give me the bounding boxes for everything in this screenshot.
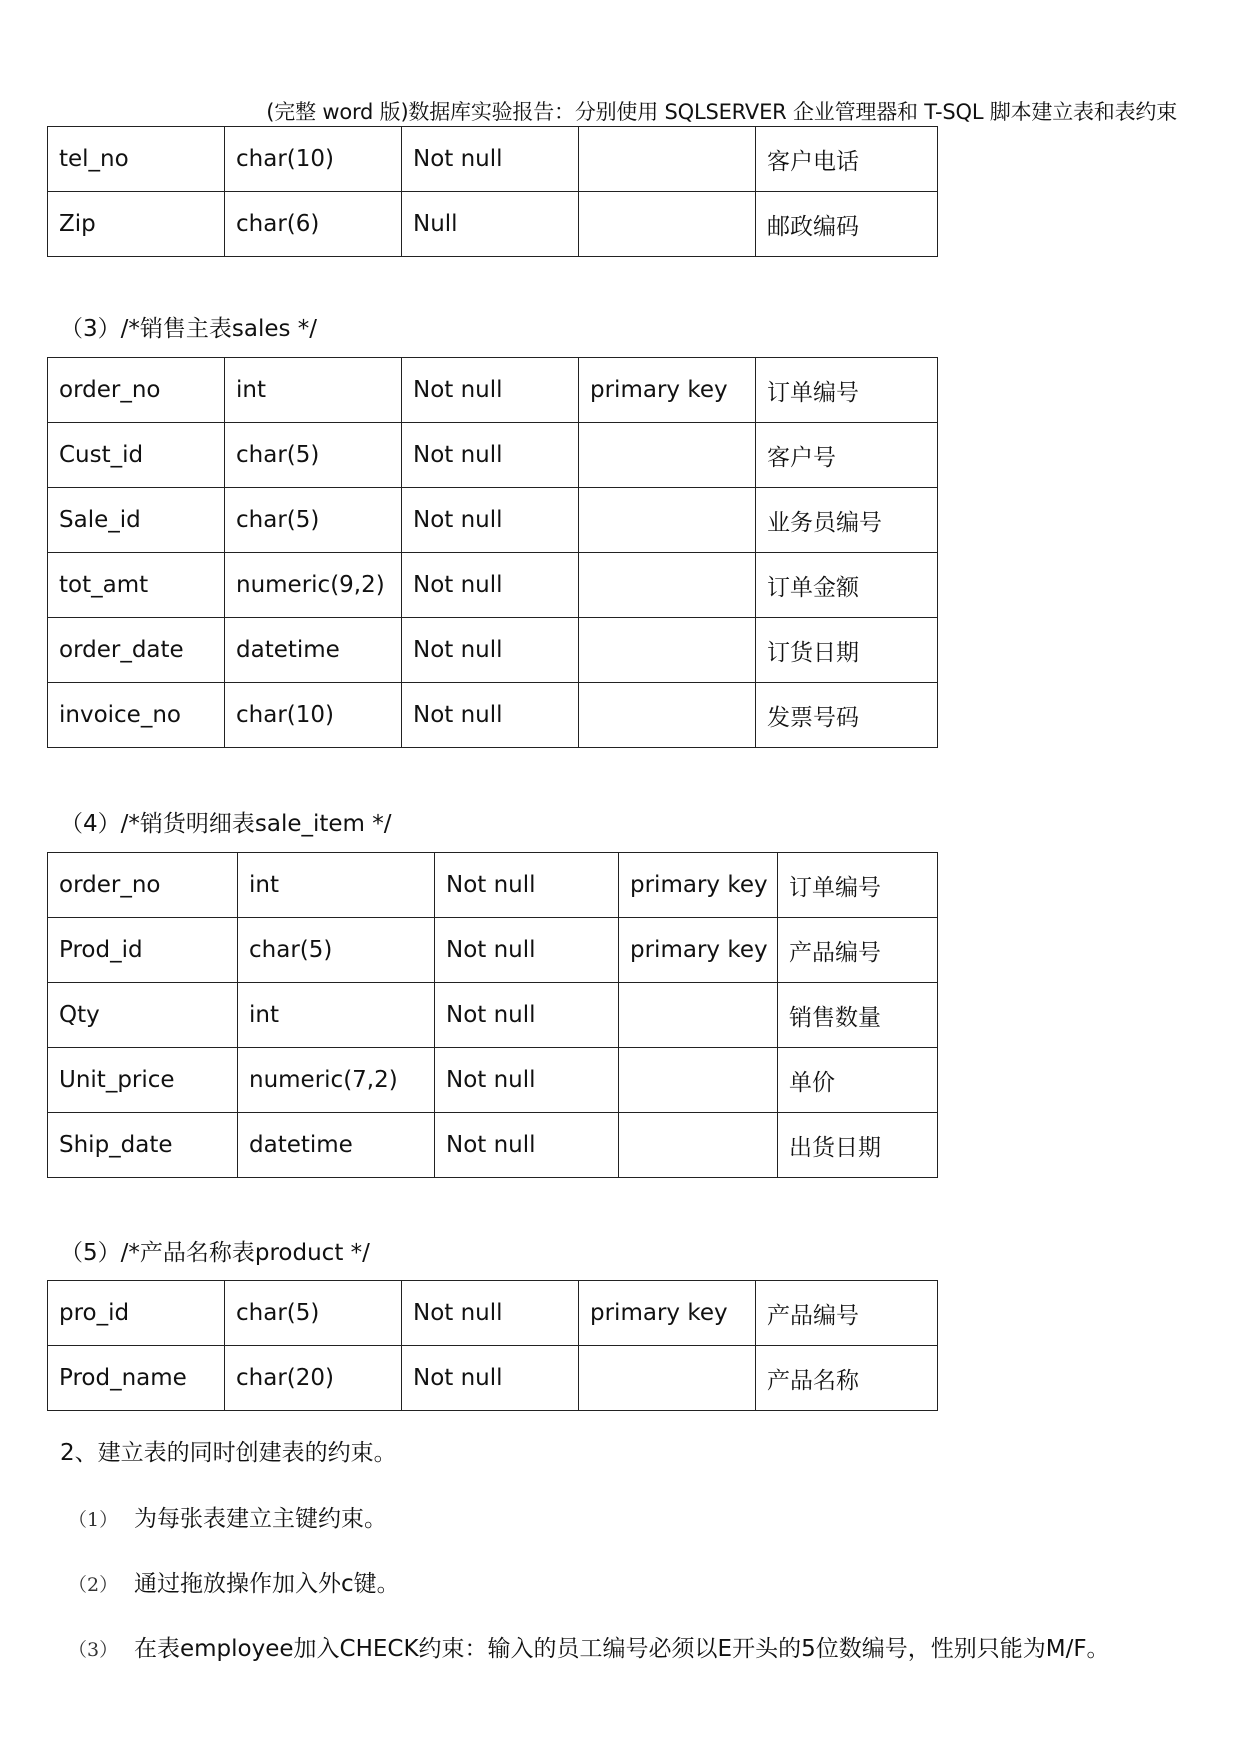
key-cell: [579, 553, 756, 618]
table-row: [48, 1281, 938, 1346]
sale-item-table: [47, 852, 938, 1178]
description-cell: 订单金额: [756, 553, 938, 618]
nullability-cell: Not null: [402, 1346, 579, 1411]
key-cell: [579, 488, 756, 553]
item-text: 在表employee加入CHECK约束：输入的员工编号必须以E开头的5位数编号，性别只能为M/F。: [134, 1636, 1110, 1662]
description-cell: 邮政编码: [756, 192, 938, 257]
product-table: [47, 1280, 938, 1411]
key-cell: primary key: [579, 358, 756, 423]
data-type-cell: numeric(9,2): [225, 553, 402, 618]
key-cell: primary key: [579, 1281, 756, 1346]
sale-item-table-caption: （4）/*销货明细表sale_item */: [60, 811, 392, 837]
table-row: [48, 127, 938, 192]
nullability-cell: Not null: [402, 358, 579, 423]
key-cell: primary key: [619, 918, 778, 983]
description-cell: 单价: [778, 1048, 938, 1113]
data-type-cell: char(6): [225, 192, 402, 257]
key-cell: [579, 423, 756, 488]
description-cell: 销售数量: [778, 983, 938, 1048]
column-name-cell: Zip: [48, 192, 225, 257]
data-type-cell: datetime: [238, 1113, 435, 1178]
nullability-cell: Not null: [435, 1048, 619, 1113]
key-cell: [579, 1346, 756, 1411]
nullability-cell: Not null: [402, 1281, 579, 1346]
table-row: [48, 192, 938, 257]
nullability-cell: Not null: [435, 853, 619, 918]
description-cell: 发票号码: [756, 683, 938, 748]
column-name-cell: tel_no: [48, 127, 225, 192]
constraint-item: [68, 1500, 387, 1533]
column-name-cell: pro_id: [48, 1281, 225, 1346]
description-cell: 订货日期: [756, 618, 938, 683]
column-name-cell: Prod_id: [48, 918, 238, 983]
nullability-cell: Not null: [435, 983, 619, 1048]
data-type-cell: char(5): [225, 1281, 402, 1346]
description-cell: 产品编号: [756, 1281, 938, 1346]
nullability-cell: Not null: [435, 918, 619, 983]
column-name-cell: Cust_id: [48, 423, 225, 488]
key-cell: [619, 983, 778, 1048]
nullability-cell: Not null: [402, 683, 579, 748]
column-name-cell: Qty: [48, 983, 238, 1048]
nullability-cell: Not null: [402, 423, 579, 488]
nullability-cell: Not null: [402, 618, 579, 683]
constraint-item: [68, 1565, 400, 1598]
table-row: [48, 1113, 938, 1178]
table-row: [48, 358, 938, 423]
item-number: （1）: [68, 1509, 119, 1531]
description-cell: 产品名称: [756, 1346, 938, 1411]
description-cell: 出货日期: [778, 1113, 938, 1178]
column-name-cell: Sale_id: [48, 488, 225, 553]
table-row: [48, 853, 938, 918]
table-row: [48, 683, 938, 748]
key-cell: [619, 1048, 778, 1113]
key-cell: [579, 683, 756, 748]
nullability-cell: Not null: [402, 127, 579, 192]
sales-table: [47, 357, 938, 748]
table-row: [48, 618, 938, 683]
table-row: [48, 1048, 938, 1113]
page-header: (完整 word 版)数据库实验报告：分别使用 SQLSERVER 企业管理器和 T-SQL 脚本建立表和表约束: [266, 100, 1177, 124]
constraint-item: [68, 1630, 1110, 1663]
data-type-cell: int: [225, 358, 402, 423]
data-type-cell: datetime: [225, 618, 402, 683]
sales-table-caption: （3）/*销售主表sales */: [60, 316, 318, 342]
data-type-cell: char(5): [225, 488, 402, 553]
column-name-cell: order_no: [48, 358, 225, 423]
key-cell: [619, 1113, 778, 1178]
description-cell: 订单编号: [756, 358, 938, 423]
description-cell: 客户电话: [756, 127, 938, 192]
customer-table-continued: [47, 126, 938, 257]
data-type-cell: numeric(7,2): [238, 1048, 435, 1113]
table-row: [48, 488, 938, 553]
data-type-cell: char(5): [238, 918, 435, 983]
column-name-cell: Prod_name: [48, 1346, 225, 1411]
nullability-cell: Not null: [402, 553, 579, 618]
data-type-cell: char(5): [225, 423, 402, 488]
item-text: 为每张表建立主键约束。: [134, 1506, 387, 1532]
nullability-cell: Not null: [435, 1113, 619, 1178]
column-name-cell: order_no: [48, 853, 238, 918]
product-table-caption: （5）/*产品名称表product */: [60, 1240, 370, 1266]
data-type-cell: char(10): [225, 127, 402, 192]
data-type-cell: int: [238, 983, 435, 1048]
description-cell: 订单编号: [778, 853, 938, 918]
nullability-cell: Not null: [402, 488, 579, 553]
data-type-cell: char(20): [225, 1346, 402, 1411]
key-cell: [579, 127, 756, 192]
data-type-cell: int: [238, 853, 435, 918]
step2-title: 2、建立表的同时创建表的约束。: [60, 1440, 397, 1466]
column-name-cell: tot_amt: [48, 553, 225, 618]
description-cell: 业务员编号: [756, 488, 938, 553]
description-cell: 产品编号: [778, 918, 938, 983]
key-cell: [579, 192, 756, 257]
table-row: [48, 1346, 938, 1411]
item-number: （3）: [68, 1639, 119, 1661]
nullability-cell: Null: [402, 192, 579, 257]
data-type-cell: char(10): [225, 683, 402, 748]
table-row: [48, 423, 938, 488]
table-row: [48, 983, 938, 1048]
table-row: [48, 918, 938, 983]
key-cell: primary key: [619, 853, 778, 918]
column-name-cell: order_date: [48, 618, 225, 683]
column-name-cell: Unit_price: [48, 1048, 238, 1113]
column-name-cell: invoice_no: [48, 683, 225, 748]
description-cell: 客户号: [756, 423, 938, 488]
item-number: （2）: [68, 1574, 119, 1596]
column-name-cell: Ship_date: [48, 1113, 238, 1178]
table-row: [48, 553, 938, 618]
key-cell: [579, 618, 756, 683]
item-text: 通过拖放操作加入外c键。: [134, 1571, 400, 1597]
